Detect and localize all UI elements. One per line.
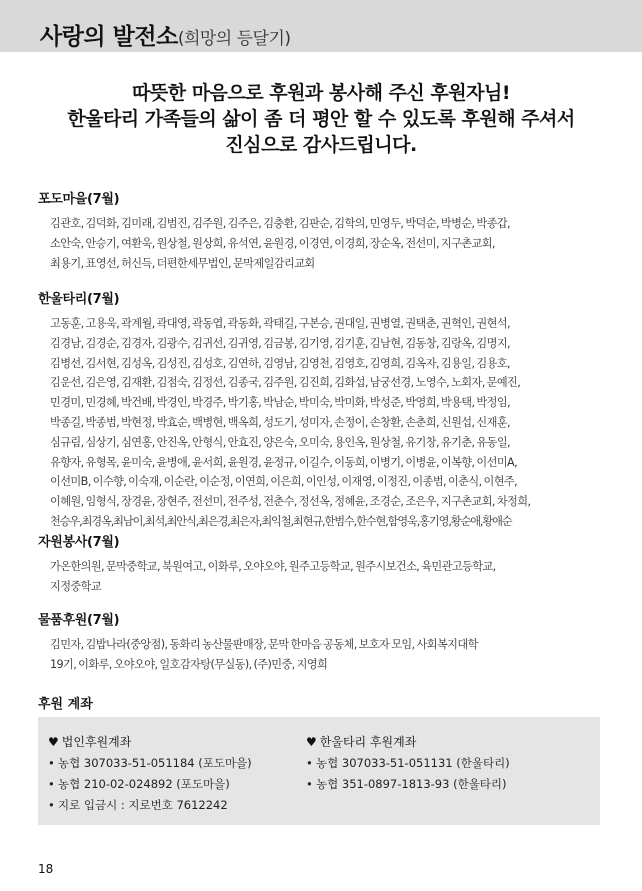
donor-line: 김관호, 김덕화, 김미래, 김범진, 김주원, 김주은, 김충환, 김판순, 김학의, 민영두, 박덕순, 박병순, 박종갑, — [50, 217, 510, 230]
donor-line: 소안숙, 안승기, 여환욱, 원상철, 원상희, 유석연, 윤원경, 이경연, 이경희, 장순옥, 전선미, 지구촌교회, — [50, 236, 495, 250]
account-heading — [306, 731, 510, 753]
section-title: 물품후원(7월) — [38, 613, 120, 628]
donor-line: 박종길, 박종범, 박현정, 박효순, 백병현, 백옥희, 성도기, 성미자, 손정이, 손창환, 손춘희, 신원섭, 신재훈, — [50, 415, 510, 429]
donor-line: 최용기, 표영선, 허신득, 더편한세무법인, 문막제일감리교회 — [50, 256, 315, 270]
page-title — [40, 18, 291, 51]
donor-list — [38, 314, 610, 532]
account-heading-label: 법인후원계좌 — [61, 735, 132, 749]
donor-line: 김병선, 김서현, 김성옥, 김성진, 김성호, 김연하, 김영남, 김영천, 김영호, 김영희, 김옥자, 김용일, 김용호, — [50, 356, 510, 370]
donor-line: 김경남, 김경순, 김경자, 김광수, 김귀선, 김귀영, 김금봉, 김기영, 김기훈, 김남현, 김동창, 김랑옥, 김명지, — [50, 336, 510, 350]
account-item: • 농협 307033-51-051131 (한울타리) — [306, 753, 510, 774]
thank-you-line: 따뜻한 마음으로 후원과 봉사해 주신 후원자님! — [132, 82, 510, 104]
account-section-title: 후원 계좌 — [38, 697, 93, 712]
donor-list — [38, 214, 610, 273]
page-number: 18 — [38, 862, 54, 876]
donor-line: 김민자, 김밥나라(중앙점), 동화리 농산물판매장, 문막 한마음 공동체, 보호자 모임, 사회복지대학 — [50, 638, 478, 651]
donor-line: 심규림, 심상기, 심연홍, 안진옥, 안형식, 안효진, 양은숙, 오미숙, 용인옥, 원상철, 유기창, 유기춘, 유동일, — [50, 435, 510, 449]
section-podomaeul — [38, 190, 610, 273]
section-title: 자원봉사(7월) — [38, 535, 120, 550]
thank-you-line: 한울타리 가족들의 삶이 좀 더 평안 할 수 있도록 후원해 주셔서 — [67, 108, 575, 130]
page-title-subtitle: (희망의 등달기) — [177, 29, 291, 49]
donor-line: 가온한의원, 문막중학교, 북원여고, 이화루, 오야오야, 원주고등학교, 원주시보건소, 육민관고등학교, — [50, 560, 496, 573]
account-item: • 지로 입금시 : 지로번호 7612242 — [48, 795, 252, 816]
thank-you-message — [0, 80, 642, 158]
page-title-main: 사랑의 발전소 — [40, 24, 178, 50]
donor-line: 천승우,최경옥,최남이,최석,최안식,최은경,최은자,최익철,최현규,한범수,한수현,함영욱,홍기영,황순애,황애순 — [50, 514, 512, 528]
donor-line: 고동훈, 고용욱, 곽계월, 곽대영, 곽동엽, 곽동화, 곽태길, 구본승, 권대일, 권병열, 권택춘, 권혁인, 권현석, — [50, 317, 510, 330]
donor-line: 유향자, 유형목, 윤미숙, 윤병애, 윤서희, 윤원경, 윤정규, 이길수, 이동희, 이병기, 이병윤, 이복향, 이선미A, — [50, 455, 518, 469]
account-list — [306, 753, 510, 795]
section-title: 포도마을(7월) — [38, 192, 120, 207]
donor-line: 김운선, 김은영, 김재환, 김점숙, 김정선, 김종국, 김주원, 김진희, 김화섭, 남궁선경, 노영수, 노회자, 문예진, — [50, 376, 521, 390]
section-goods — [38, 611, 610, 675]
section-title: 한울타리(7월) — [38, 292, 120, 307]
account-box — [38, 717, 600, 825]
corporate-account-column — [48, 731, 252, 816]
heart-icon: ♥ — [48, 735, 59, 749]
donor-line: 이혜원, 임형식, 장경윤, 장현주, 전선미, 전주성, 전춘수, 정선옥, 정혜윤, 조경순, 조은우, 지구촌교회, 차정희, — [50, 495, 531, 509]
account-item: • 농협 307033-51-051184 (포도마을) — [48, 753, 252, 774]
section-hanultari — [38, 290, 610, 532]
thank-you-line: 진심으로 감사드립니다. — [225, 134, 417, 156]
page-header — [0, 0, 642, 52]
heart-icon: ♥ — [306, 735, 317, 749]
hanultari-account-column — [306, 731, 510, 795]
account-heading — [48, 731, 252, 753]
account-list — [48, 753, 252, 816]
donor-line: 지정중학교 — [50, 579, 102, 593]
account-heading-label: 한울타리 후원계좌 — [319, 735, 417, 749]
account-item: • 농협 351-0897-1813-93 (한울타리) — [306, 774, 510, 795]
donor-line: 민경미, 민경혜, 박건배, 박경인, 박경주, 박기홍, 박남순, 박미숙, 박미화, 박성준, 박영희, 박용택, 박정임, — [50, 396, 510, 410]
account-item: • 농협 210-02-024892 (포도마을) — [48, 774, 252, 795]
donor-line: 이선미B, 이수향, 이숙재, 이순란, 이순정, 이연희, 이은희, 이인성, 이재영, 이정진, 이종범, 이춘식, 이현주, — [50, 475, 518, 489]
donor-list — [38, 635, 610, 675]
donor-list — [38, 557, 610, 597]
donor-line: 19기, 이화루, 오야오야, 일호감자탕(무실동), (주)민중, 지영희 — [50, 657, 328, 671]
section-volunteer — [38, 533, 610, 597]
